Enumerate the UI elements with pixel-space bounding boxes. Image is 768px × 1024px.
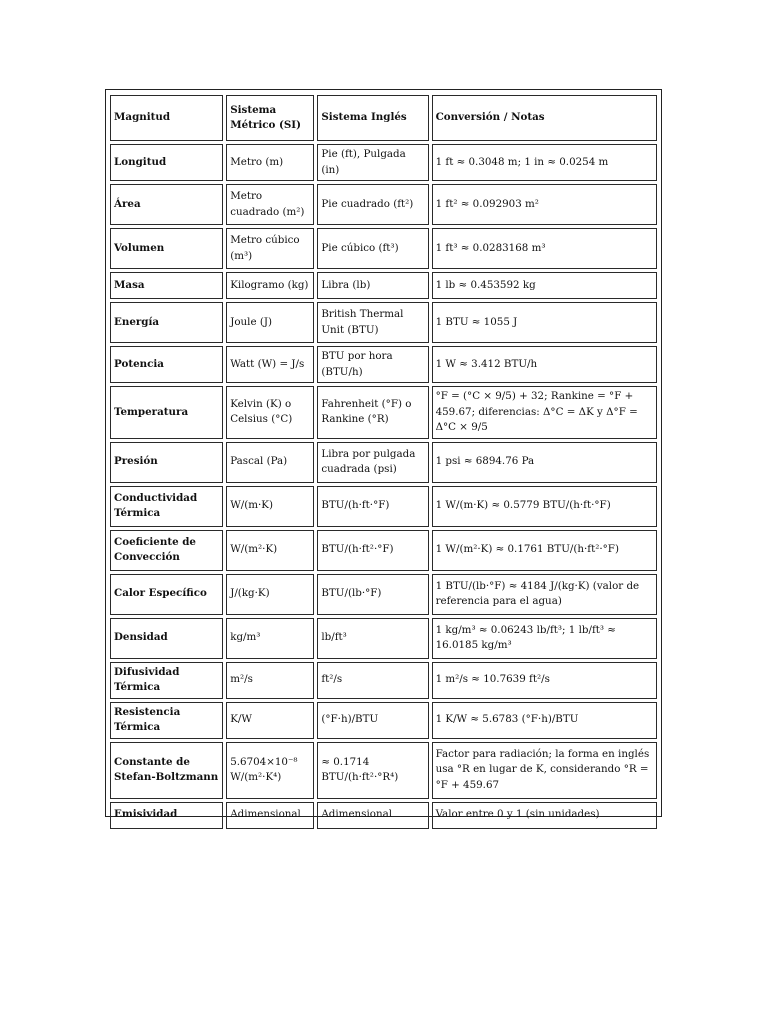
- row-magnitude: Masa: [110, 272, 223, 299]
- row-english-unit: BTU/(h·ft·°F): [317, 486, 428, 527]
- row-magnitude: Potencia: [110, 346, 223, 383]
- table-row: [110, 530, 657, 571]
- row-si-unit: kg/m³: [226, 618, 314, 659]
- row-magnitude: Área: [110, 184, 223, 225]
- row-magnitude: Emisividad: [110, 802, 223, 829]
- table-row: [110, 184, 657, 225]
- row-magnitude: Constante de Stefan-Boltzmann: [110, 742, 223, 799]
- header-magnitud: Magnitud: [110, 95, 223, 141]
- table-row: [110, 618, 657, 659]
- table-row: [110, 742, 657, 799]
- row-magnitude: Coeficiente de Convección: [110, 530, 223, 571]
- row-english-unit: Libra (lb): [317, 272, 428, 299]
- row-magnitude: Temperatura: [110, 386, 223, 439]
- row-si-unit: Pascal (Pa): [226, 442, 314, 483]
- table-row: [110, 442, 657, 483]
- row-magnitude: Presión: [110, 442, 223, 483]
- table-row: [110, 346, 657, 383]
- table-row: [110, 144, 657, 181]
- row-conversion: 1 psi ≈ 6894.76 Pa: [432, 442, 657, 483]
- row-conversion: 1 lb ≈ 0.453592 kg: [432, 272, 657, 299]
- row-english-unit: Pie cúbico (ft³): [317, 228, 428, 269]
- row-si-unit: 5.6704×10⁻⁸ W/(m²·K⁴): [226, 742, 314, 799]
- header-sistema-metrico: Sistema Métrico (SI): [226, 95, 314, 141]
- row-si-unit: J/(kg·K): [226, 574, 314, 615]
- table-row: [110, 574, 657, 615]
- row-si-unit: Kilogramo (kg): [226, 272, 314, 299]
- header-conversion-notas: Conversión / Notas: [432, 95, 657, 141]
- header-sistema-ingles: Sistema Inglés: [317, 95, 428, 141]
- row-english-unit: (°F·h)/BTU: [317, 702, 428, 739]
- row-si-unit: m²/s: [226, 662, 314, 699]
- row-si-unit: Metro cuadrado (m²): [226, 184, 314, 225]
- row-english-unit: BTU por hora (BTU/h): [317, 346, 428, 383]
- row-conversion: 1 kg/m³ ≈ 0.06243 lb/ft³; 1 lb/ft³ ≈ 16.0185 kg/m³: [432, 618, 657, 659]
- row-si-unit: W/(m²·K): [226, 530, 314, 571]
- row-si-unit: Metro (m): [226, 144, 314, 181]
- row-magnitude: Resistencia Térmica: [110, 702, 223, 739]
- row-english-unit: BTU/(h·ft²·°F): [317, 530, 428, 571]
- row-conversion: °F = (°C × 9/5) + 32; Rankine = °F + 459.67; diferencias: Δ°C = ΔK y Δ°F = Δ°C × 9/5: [432, 386, 657, 439]
- row-conversion: 1 ft³ ≈ 0.0283168 m³: [432, 228, 657, 269]
- row-english-unit: Fahrenheit (°F) o Rankine (°R): [317, 386, 428, 439]
- row-english-unit: Pie (ft), Pulgada (in): [317, 144, 428, 181]
- row-si-unit: Joule (J): [226, 302, 314, 343]
- row-english-unit: ≈ 0.1714 BTU/(h·ft²·°R⁴): [317, 742, 428, 799]
- table-row: [110, 486, 657, 527]
- row-conversion: 1 W/(m·K) ≈ 0.5779 BTU/(h·ft·°F): [432, 486, 657, 527]
- row-english-unit: Libra por pulgada cuadrada (psi): [317, 442, 428, 483]
- row-conversion: 1 m²/s ≈ 10.7639 ft²/s: [432, 662, 657, 699]
- row-english-unit: Pie cuadrado (ft²): [317, 184, 428, 225]
- table-row: [110, 386, 657, 439]
- row-conversion: Factor para radiación; la forma en inglés usa °R en lugar de K, considerando °R = °F + 459.67: [432, 742, 657, 799]
- row-conversion: 1 W/(m²·K) ≈ 0.1761 BTU/(h·ft²·°F): [432, 530, 657, 571]
- row-si-unit: Watt (W) = J/s: [226, 346, 314, 383]
- row-conversion: Valor entre 0 y 1 (sin unidades): [432, 802, 657, 829]
- row-si-unit: Adimensional: [226, 802, 314, 829]
- row-magnitude: Energía: [110, 302, 223, 343]
- row-conversion: 1 W ≈ 3.412 BTU/h: [432, 346, 657, 383]
- row-english-unit: British Thermal Unit (BTU): [317, 302, 428, 343]
- row-si-unit: K/W: [226, 702, 314, 739]
- row-english-unit: Adimensional: [317, 802, 428, 829]
- row-magnitude: Longitud: [110, 144, 223, 181]
- row-conversion: 1 ft ≈ 0.3048 m; 1 in ≈ 0.0254 m: [432, 144, 657, 181]
- row-conversion: 1 K/W ≈ 5.6783 (°F·h)/BTU: [432, 702, 657, 739]
- row-magnitude: Conductividad Térmica: [110, 486, 223, 527]
- row-english-unit: lb/ft³: [317, 618, 428, 659]
- units-conversion-table: [107, 92, 660, 832]
- table-row: [110, 228, 657, 269]
- row-conversion: 1 BTU/(lb·°F) ≈ 4184 J/(kg·K) (valor de referencia para el agua): [432, 574, 657, 615]
- row-magnitude: Densidad: [110, 618, 223, 659]
- table-row: [110, 702, 657, 739]
- table-header-row: [110, 95, 657, 141]
- row-magnitude: Calor Específico: [110, 574, 223, 615]
- row-english-unit: ft²/s: [317, 662, 428, 699]
- row-si-unit: Kelvin (K) o Celsius (°C): [226, 386, 314, 439]
- row-conversion: 1 BTU ≈ 1055 J: [432, 302, 657, 343]
- row-si-unit: W/(m·K): [226, 486, 314, 527]
- table-row: [110, 802, 657, 829]
- table-row: [110, 662, 657, 699]
- row-magnitude: Volumen: [110, 228, 223, 269]
- row-si-unit: Metro cúbico (m³): [226, 228, 314, 269]
- table-row: [110, 272, 657, 299]
- row-english-unit: BTU/(lb·°F): [317, 574, 428, 615]
- row-magnitude: Difusividad Térmica: [110, 662, 223, 699]
- table-row: [110, 302, 657, 343]
- row-conversion: 1 ft² ≈ 0.092903 m²: [432, 184, 657, 225]
